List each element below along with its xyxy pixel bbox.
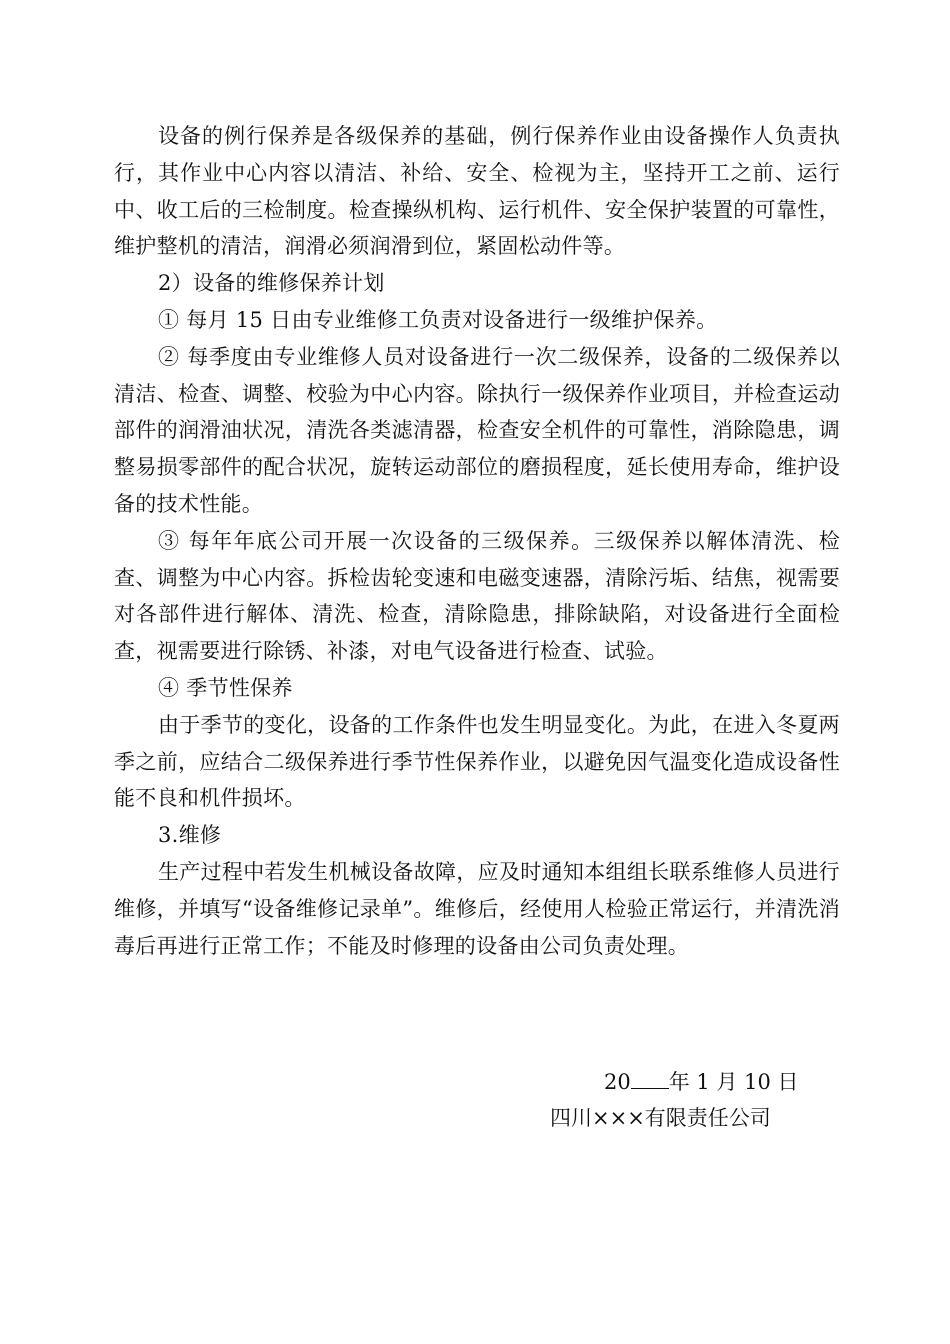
- document-body: [114, 118, 840, 964]
- paragraph-repair: 生产过程中若发生机械设备故障，应及时通知本组组长联系维修人员进行维修，并填写“设备维修记录单”。维修后，经使用人检验正常运行，并清洗消毒后再进行正常工作；不能及时修理的设备由公司负责处理。: [114, 859, 840, 958]
- paragraph-third-level: ③ 每年年底公司开展一次设备的三级保养。三级保养以解体清洗、检查、调整为中心内容。拆检齿轮变速和电磁变速器，清除污垢、结焦，视需要对各部件进行解体、清洗、检查，清除隐患，排除缺陷，对设备进行全面检查，视需要进行除锈、补漆，对电气设备进行检查、试验。: [114, 528, 840, 664]
- date-year-prefix: 20: [604, 1070, 631, 1094]
- paragraph-second-level: ② 每季度由专业维修人员对设备进行一次二级保养，设备的二级保养以清洁、检查、调整、校验为中心内容。除执行一级保养作业项目，并检查运动部件的润滑油状况，清洗各类滤清器，检查安全机件的可靠性，消除隐患，调整易损零部件的配合状况，旋转运动部位的磨损程度，延长使用寿命，维护设备的技术性能。: [114, 344, 840, 516]
- heading-repair: 3.维修: [158, 823, 222, 848]
- paragraph-first-level: ① 每月 15 日由专业维修工负责对设备进行一级维护保养。: [158, 307, 718, 332]
- company-name: 四川×××有限责任公司: [550, 1106, 771, 1130]
- document-date: [604, 1064, 799, 1100]
- date-remainder: 年 1 月 10 日: [668, 1070, 799, 1094]
- date-year-blank: [631, 1068, 669, 1089]
- paragraph-seasonal: 由于季节的变化，设备的工作条件也发生明显变化。为此，在进入冬夏两季之前，应结合二级保养进行季节性保养作业，以避免因气温变化造成设备性能不良和机件损坏。: [114, 712, 840, 811]
- paragraph-routine-maintenance: 设备的例行保养是各级保养的基础，例行保养作业由设备操作人负责执行，其作业中心内容以清洁、补给、安全、检视为主，坚持开工之前、运行中、收工后的三检制度。检查操纵机构、运行机件、安全保护装置的可靠性，维护整机的清洁，润滑必须润滑到位，紧固松动件等。: [114, 124, 840, 259]
- heading-seasonal-maintenance: ④ 季节性保养: [158, 675, 293, 700]
- heading-maintenance-plan: 2）设备的维修保养计划: [158, 271, 385, 296]
